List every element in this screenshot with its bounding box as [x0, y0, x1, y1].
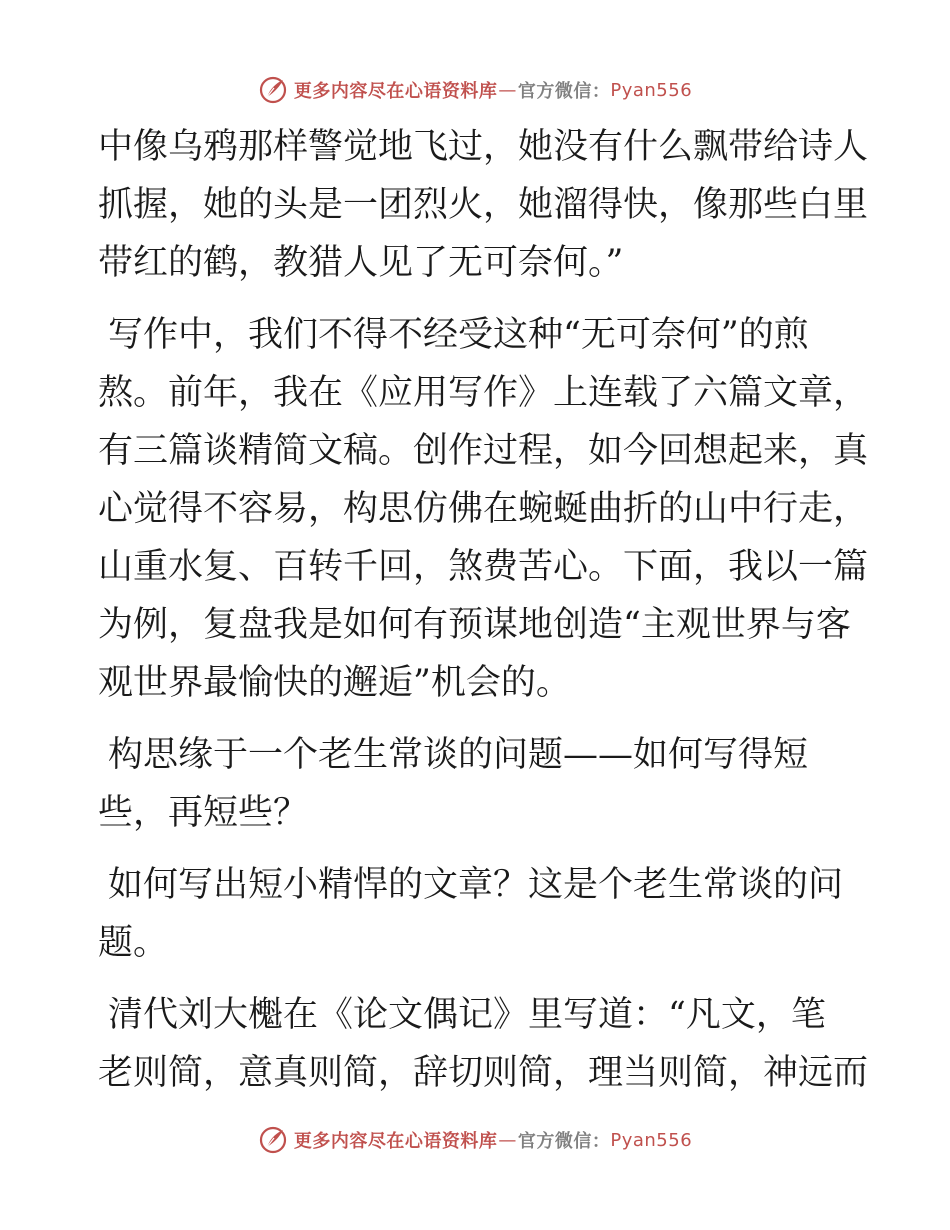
feather-pen-logo-icon — [258, 1125, 288, 1155]
paragraph-4 — [98, 856, 858, 972]
text-line: 心觉得不容易，构思仿佛在蜿蜒曲折的山中行走， — [98, 489, 869, 529]
banner-dash: — — [498, 79, 517, 101]
text-line: 有三篇谈精简文稿。创作过程，如今回想起来，真 — [98, 431, 869, 471]
banner-dash: — — [498, 1129, 517, 1151]
text-line: 如何写出短小精悍的文章？这是个老生常谈的问 — [108, 865, 844, 905]
text-line: 老则简，意真则简，辞切则简，理当则简，神远而 — [98, 1053, 869, 1093]
banner-wechat-id: Pyan556 — [610, 1129, 693, 1151]
footer-banner — [0, 1120, 950, 1160]
header-banner — [0, 70, 950, 110]
text-line: 带红的鹤，教猎人见了无可奈何。” — [98, 243, 624, 283]
text-line: 观世界最愉快的邂逅”机会的。 — [98, 663, 571, 703]
banner-wechat-label: 官方微信： — [517, 81, 611, 102]
paragraph-3 — [98, 726, 858, 842]
feather-pen-logo-icon — [258, 75, 288, 105]
banner-wechat-id: Pyan556 — [610, 79, 693, 101]
paragraph-1 — [98, 118, 869, 292]
text-line: 清代刘大櫆在《论文偶记》里写道：“凡文，笔 — [108, 995, 826, 1035]
banner-main-text: 更多内容尽在心语资料库 — [293, 1131, 498, 1152]
text-line: 题。 — [98, 923, 169, 963]
text-line: 为例，复盘我是如何有预谋地创造“主观世界与客 — [98, 605, 851, 645]
text-line: 中像乌鸦那样警觉地飞过，她没有什么飘带给诗人 — [98, 127, 869, 167]
text-line: 写作中，我们不得不经受这种“无可奈何”的煎 — [108, 315, 809, 355]
paragraph-2 — [98, 306, 869, 712]
text-line: 山重水复、百转千回，煞费苦心。下面，我以一篇 — [98, 547, 869, 587]
text-line: 熬。前年，我在《应用写作》上连载了六篇文章， — [98, 373, 869, 413]
text-line: 构思缘于一个老生常谈的问题——如何写得短 — [108, 735, 809, 775]
document-body — [98, 118, 869, 1116]
text-line: 些，再短些？ — [98, 793, 309, 833]
banner-wechat-label: 官方微信： — [517, 1131, 611, 1152]
banner-main-text: 更多内容尽在心语资料库 — [293, 81, 498, 102]
text-line: 抓握，她的头是一团烈火，她溜得快，像那些白里 — [98, 185, 869, 225]
paragraph-5 — [98, 986, 869, 1102]
